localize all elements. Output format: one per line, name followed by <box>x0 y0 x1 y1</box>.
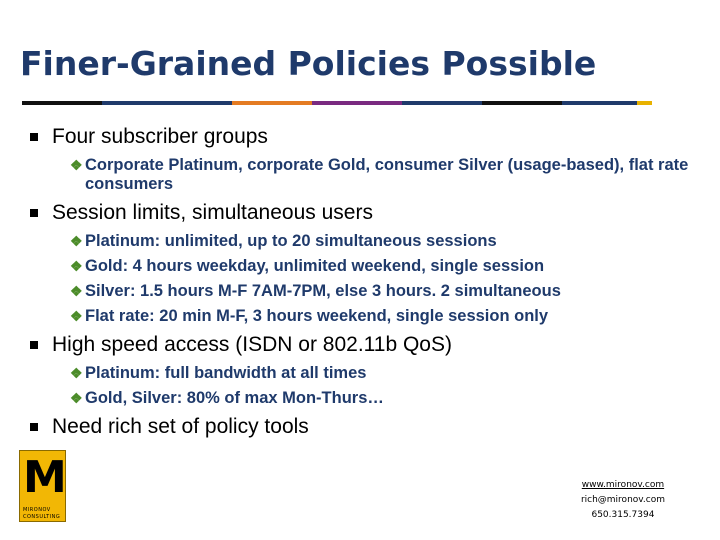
sub-bullet-item <box>30 364 700 383</box>
square-bullet-icon <box>30 423 38 431</box>
sub-bullet-text: Platinum: full bandwidth at all times <box>85 364 367 382</box>
contact-block <box>581 478 665 523</box>
logo-word-mironov: MIRONOV <box>23 507 51 513</box>
rule-segment <box>482 101 562 105</box>
mironov-consulting-logo <box>19 450 66 522</box>
sub-bullet-text: Corporate Platinum, corporate Gold, consumer Silver (usage-based), flat rate consumers <box>85 156 689 193</box>
diamond-bullet-icon: ❖ <box>70 157 83 173</box>
contact-phone: 650.315.7394 <box>591 510 655 520</box>
rule-segment <box>102 101 232 105</box>
diamond-bullet-icon: ❖ <box>70 283 83 299</box>
sub-bullet-item <box>30 389 700 408</box>
slide-title: Finer-Grained Policies Possible <box>20 44 597 83</box>
bullet-text: Four subscriber groups <box>52 125 268 148</box>
square-bullet-icon <box>30 209 38 217</box>
diamond-bullet-icon: ❖ <box>70 390 83 406</box>
title-divider <box>22 101 652 105</box>
square-bullet-icon <box>30 341 38 349</box>
bullet-item <box>30 200 700 226</box>
sub-bullet-item <box>30 307 700 326</box>
rule-segment <box>312 101 402 105</box>
sub-bullet-text: Gold, Silver: 80% of max Mon-Thurs… <box>85 389 384 407</box>
sub-bullet-text: Gold: 4 hours weekday, unlimited weekend, single session <box>85 257 545 275</box>
bullet-text: Session limits, simultaneous users <box>52 201 373 224</box>
sub-bullet-text: Platinum: unlimited, up to 20 simultaneous sessions <box>85 232 497 250</box>
contact-email: rich@mironov.com <box>580 495 665 505</box>
diamond-bullet-icon: ❖ <box>70 365 83 381</box>
diamond-bullet-icon: ❖ <box>70 233 83 249</box>
logo-word-consulting: CONSULTING <box>23 514 61 520</box>
diamond-bullet-icon: ❖ <box>70 258 83 274</box>
sub-bullet-item <box>30 282 700 301</box>
website-link[interactable]: www.mironov.com <box>581 480 665 490</box>
bullet-item <box>30 332 700 358</box>
rule-segment <box>562 101 637 105</box>
bullet-item <box>30 124 700 150</box>
bullet-list <box>30 124 700 446</box>
square-bullet-icon <box>30 133 38 141</box>
sub-bullet-text: Flat rate: 20 min M-F, 3 hours weekend, single session only <box>85 307 549 325</box>
rule-segment <box>232 101 312 105</box>
bullet-text: Need rich set of policy tools <box>52 415 309 438</box>
bullet-text: High speed access (ISDN or 802.11b QoS) <box>52 333 452 356</box>
sub-bullet-item <box>30 232 700 251</box>
rule-segment <box>402 101 482 105</box>
rule-segment <box>22 101 102 105</box>
sub-bullet-item <box>30 156 700 194</box>
sub-bullet-text: Silver: 1.5 hours M-F 7AM-7PM, else 3 hours. 2 simultaneous <box>85 282 561 300</box>
diamond-bullet-icon: ❖ <box>70 308 83 324</box>
rule-segment <box>637 101 652 105</box>
bullet-item <box>30 414 700 440</box>
sub-bullet-item <box>30 257 700 276</box>
logo-letter: M <box>23 452 67 503</box>
